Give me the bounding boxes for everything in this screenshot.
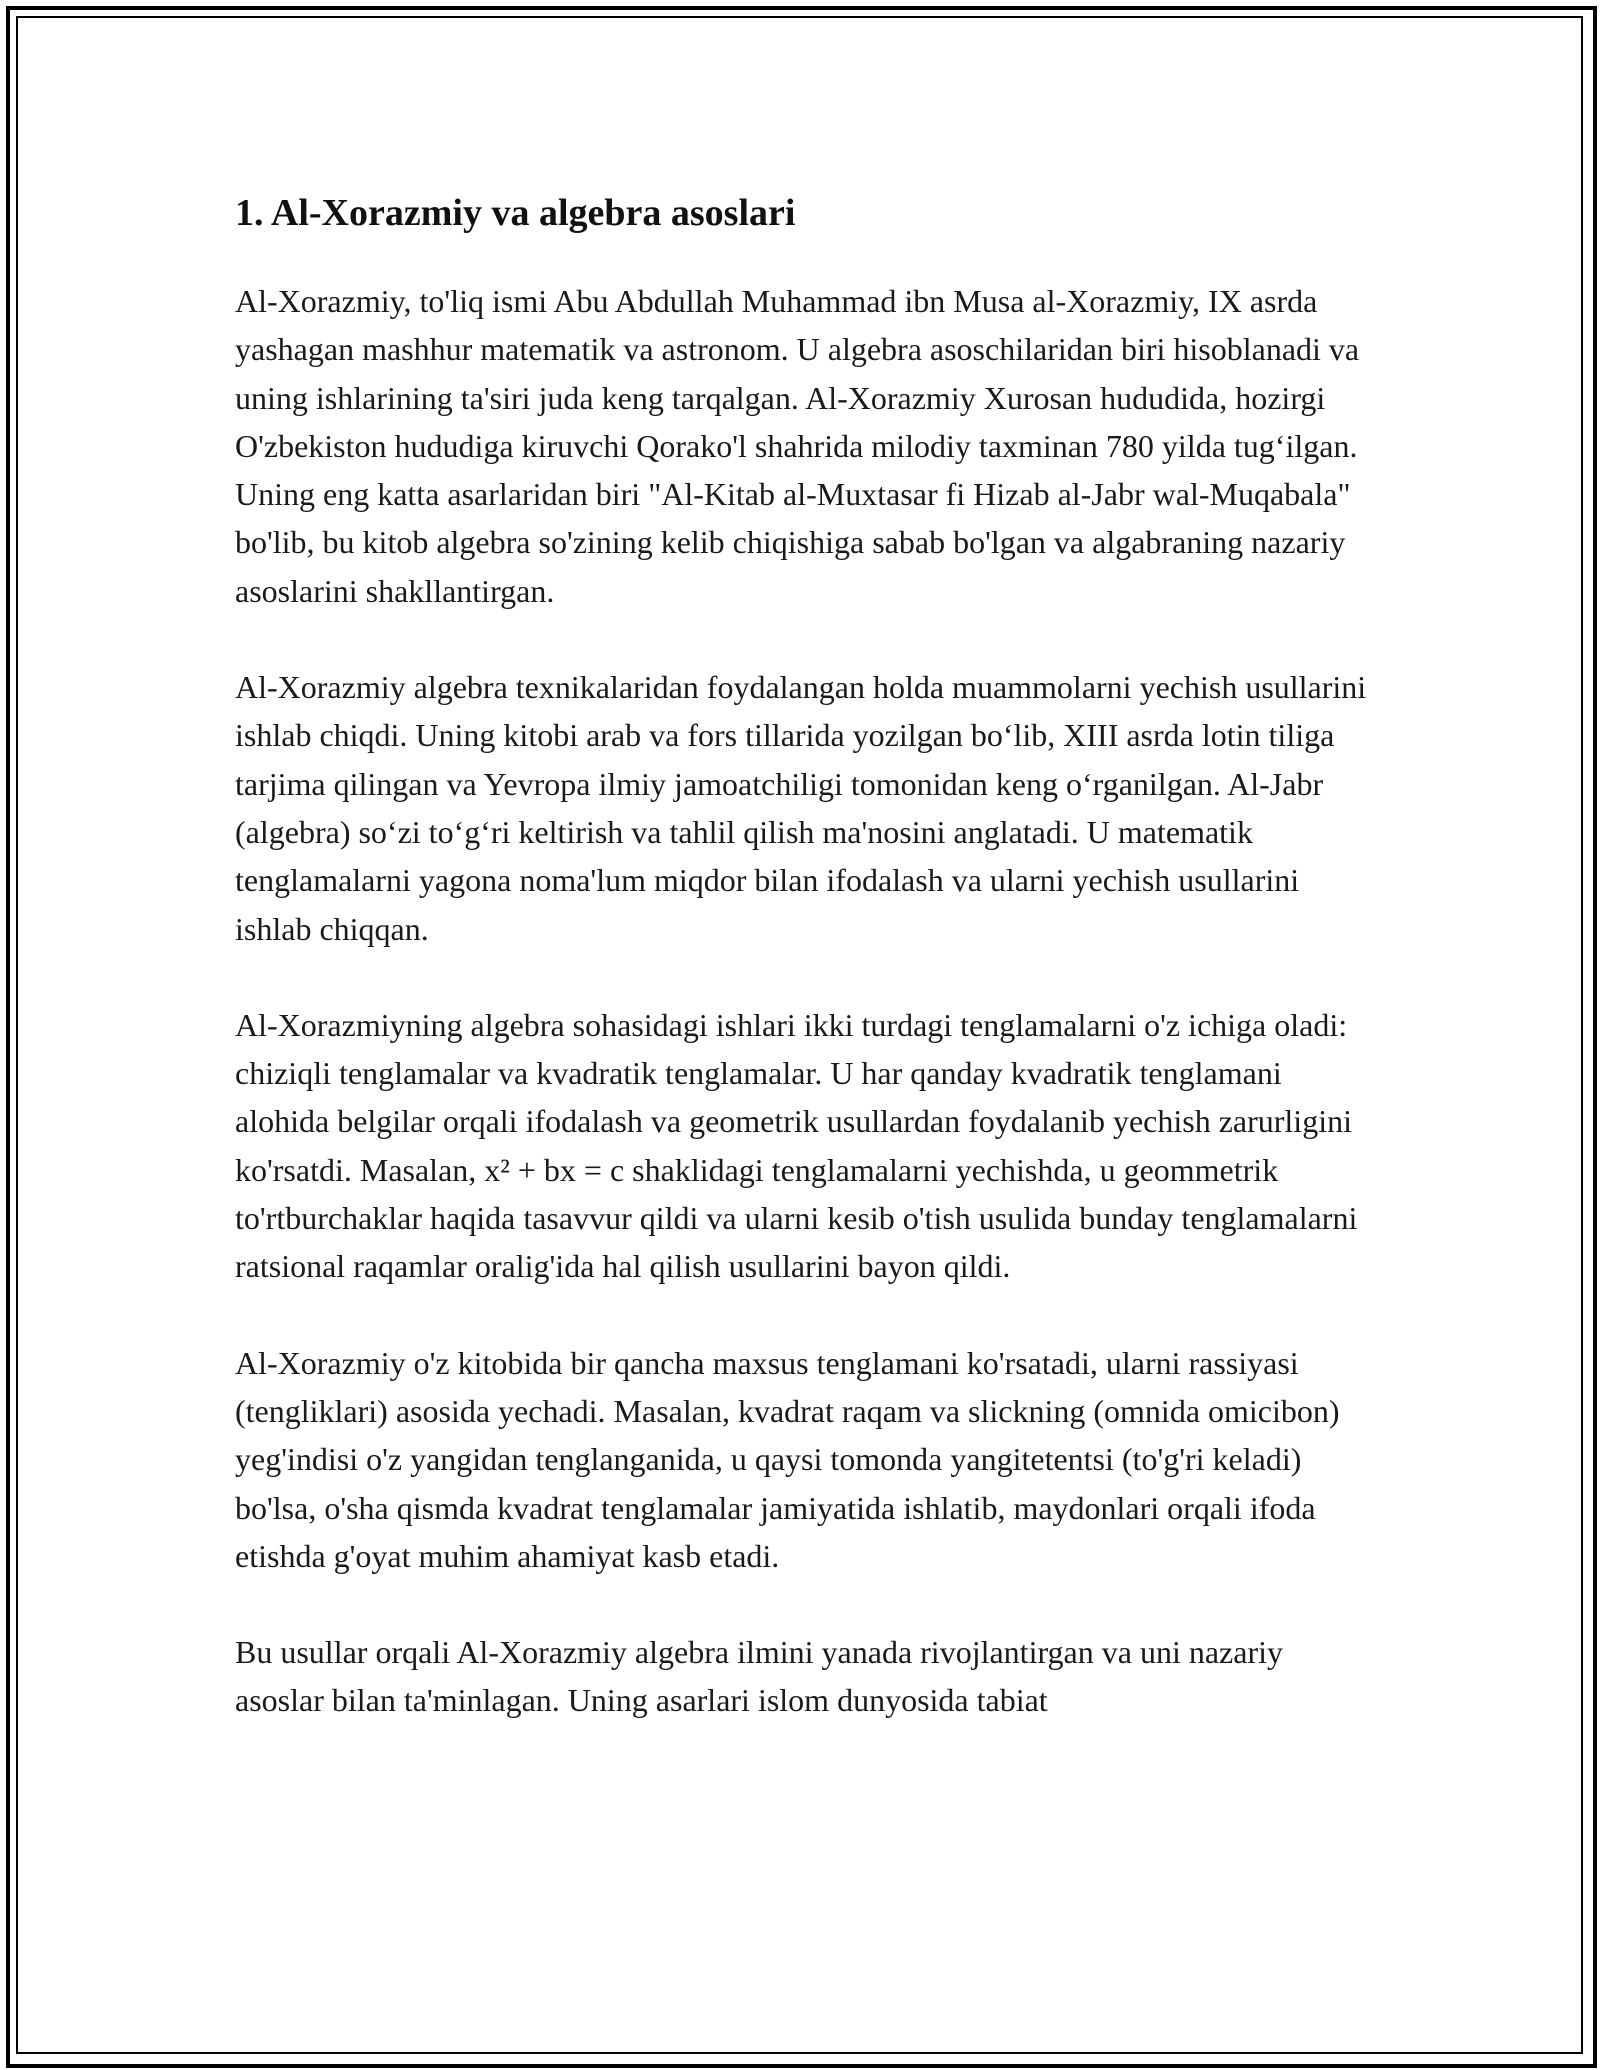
paragraph-special-equations: Al-Xorazmiy o'z kitobida bir qancha maxsus tenglamani ko'rsatadi, ularni rassiyasi (tengliklari) asosida yechadi. Masalan, kvadrat raqam va slickning (omnida omicibon) yeg'indisi o'z yangidan tenglanganida, u qaysi tomonda yangitetentsi (to'g'ri keladi) bo'lsa, o'sha qismda kvadrat tenglamalar jamiyatida ishlatib, maydonlari orqali ifoda etishda g'oyat muhim ahamiyat kasb etadi.	[235, 1344, 1340, 1574]
paragraph-legacy: Bu usullar orqali Al-Xorazmiy algebra ilmini yanada rivojlantirgan va uni nazariy asoslar bilan ta'minlagan. Uning asarlari islom dunyosida tabiat	[235, 1634, 1283, 1719]
paragraph-biography: Al-Xorazmiy, to'liq ismi Abu Abdullah Muhammad ibn Musa al-Xorazmiy, IX asrda yashagan mashhur matematik va astronom. U algebra asoschilaridan biri hisoblanadi va uning ishlarining ta'siri juda keng tarqalgan. Al-Xorazmiy Xurosan hududida, hozirgi O'zbekiston hududiga kiruvchi Qorako'l shahrida milodiy taxminan 780 yilda tug‘ilgan. Uning eng katta asarlaridan biri "Al-Kitab al-Muxtasar fi Hizab al-Jabr wal-Muqabala" bo'lib, bu kitob algebra so'zining kelib chiqishiga sabab bo'lgan va algabraning nazariy asoslarini shakllantirgan.	[235, 283, 1360, 609]
section-heading: 1. Al-Xorazmiy va algebra asoslari	[235, 192, 796, 234]
paragraph-methods: Al-Xorazmiy algebra texnikalaridan foydalangan holda muammolarni yechish usullarini ishlab chiqdi. Uning kitobi arab va fors tillarida yozilgan bo‘lib, XIII asrda lotin tiliga tarjima qilingan va Yevropa ilmiy jamoatchiligi tomonidan keng o‘rganilgan. Al-Jabr (algebra) so‘zi to‘g‘ri keltirish va tahlil qilish ma'nosini anglatadi. U matematik tenglamalarni yagona noma'lum miqdor bilan ifodalash va ularni yechish usullarini ishlab chiqqan.	[235, 669, 1367, 947]
paragraph-equations: Al-Xorazmiyning algebra sohasidagi ishlari ikki turdagi tenglamalarni o'z ichiga oladi: chiziqli tenglamalar va kvadratik tenglamalar. U har qanday kvadratik tenglamani alohida belgilar orqali ifodalash va geometrik usullardan foydalanib yechish zarurligini ko'rsatdi. Masalan, x² + bx = c shaklidagi tenglamalarni yechishda, u geommetrik to'rtburchaklar haqida tasavvur qildi va ularni kesib o'tish usulida bunday tenglamalarni ratsional raqamlar oralig'ida hal qilish usullarini bayon qildi.	[235, 1006, 1358, 1285]
document-body	[235, 183, 1370, 1725]
